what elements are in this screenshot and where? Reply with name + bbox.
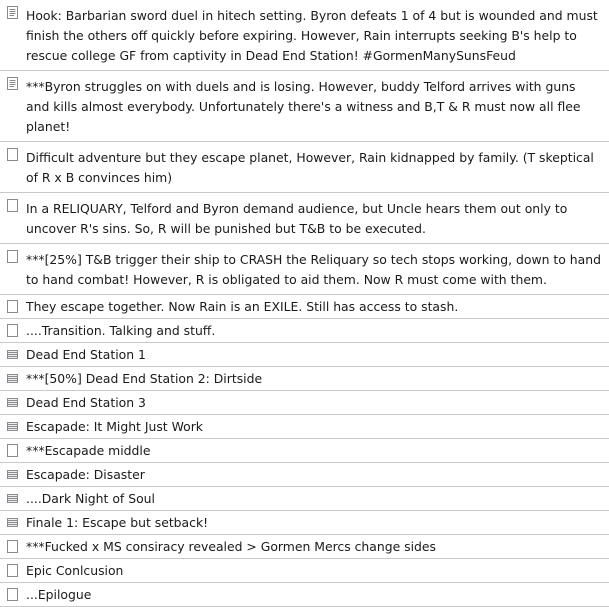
blank-page-icon: [7, 564, 18, 577]
blank-page-icon: [7, 300, 18, 313]
index-card-icon: [7, 468, 18, 481]
outline-row[interactable]: [0, 193, 609, 244]
outline-row[interactable]: [0, 535, 609, 559]
outline-row-text: Escapade: It Might Just Work: [26, 419, 203, 434]
outline-row[interactable]: [0, 391, 609, 415]
outline-row-text: ....Dark Night of Soul: [26, 491, 155, 506]
outline-row[interactable]: [0, 71, 609, 142]
outline-row[interactable]: [0, 439, 609, 463]
blank-page-icon: [7, 324, 18, 337]
index-card-icon: [7, 348, 18, 361]
outline-row-text: They escape together. Now Rain is an EXILE. Still has access to stash.: [26, 299, 459, 314]
outline-row-text: ***[25%] T&B trigger their ship to CRASH the Reliquary so tech stops working, down to hand to hand combat! However, R is obligated to aid them. Now R must come with them.: [26, 252, 601, 287]
blank-page-icon: [7, 540, 18, 553]
outline-row-text: ....Transition. Talking and stuff.: [26, 323, 216, 338]
blank-page-icon: [7, 444, 18, 457]
blank-page-icon: [7, 588, 18, 601]
blank-page-icon: [7, 148, 18, 161]
outline-row[interactable]: [0, 487, 609, 511]
outline-row[interactable]: [0, 343, 609, 367]
outline-row[interactable]: [0, 295, 609, 319]
index-card-icon: [7, 420, 18, 433]
index-card-icon: [7, 396, 18, 409]
outline-row-text: ***Escapade middle: [26, 443, 151, 458]
outline-row[interactable]: [0, 415, 609, 439]
blank-page-icon: [7, 250, 18, 263]
outline-row[interactable]: [0, 367, 609, 391]
outline-row-text: In a RELIQUARY, Telford and Byron demand audience, but Uncle hears them out only to uncover R's sins. So, R will be punished but T&B to be executed.: [26, 201, 568, 236]
outline-row-text: Hook: Barbarian sword duel in hitech setting. Byron defeats 1 of 4 but is wounded and must finish the others off quickly before expiring. However, Rain interrupts seeking B's help to rescue college GF from captivity in Dead End Station! #GormenManySunsFeud: [26, 8, 598, 63]
outline-row[interactable]: [0, 463, 609, 487]
outline-row-text: Difficult adventure but they escape planet, However, Rain kidnapped by family. (T skeptical of R x B convinces him): [26, 150, 594, 185]
outline-row-text: Dead End Station 3: [26, 395, 146, 410]
outline-row-text: Dead End Station 1: [26, 347, 146, 362]
outline-row-text: ***Byron struggles on with duels and is losing. However, buddy Telford arrives with guns and kills almost everybody. Unfortunately there's a witness and B,T & R must now all flee planet!: [26, 79, 581, 134]
outline-row[interactable]: [0, 583, 609, 607]
outline-row-text: Finale 1: Escape but setback!: [26, 515, 209, 530]
outline-row-text: ***Fucked x MS consiracy revealed > Gormen Mercs change sides: [26, 539, 436, 554]
outline-row-text: ***[50%] Dead End Station 2: Dirtside: [26, 371, 263, 386]
outline-row[interactable]: [0, 319, 609, 343]
outline-row-text: Epic Conlcusion: [26, 563, 124, 578]
outline-row-text: Escapade: Disaster: [26, 467, 145, 482]
document-text-icon: [7, 77, 18, 90]
blank-page-icon: [7, 199, 18, 212]
index-card-icon: [7, 492, 18, 505]
outline-row[interactable]: [0, 0, 609, 71]
outline-row[interactable]: [0, 244, 609, 295]
document-text-icon: [7, 6, 18, 19]
index-card-icon: [7, 516, 18, 529]
index-card-icon: [7, 372, 18, 385]
outline-row-text: ...Epilogue: [26, 587, 92, 602]
outline-row[interactable]: [0, 511, 609, 535]
outline-row[interactable]: [0, 142, 609, 193]
